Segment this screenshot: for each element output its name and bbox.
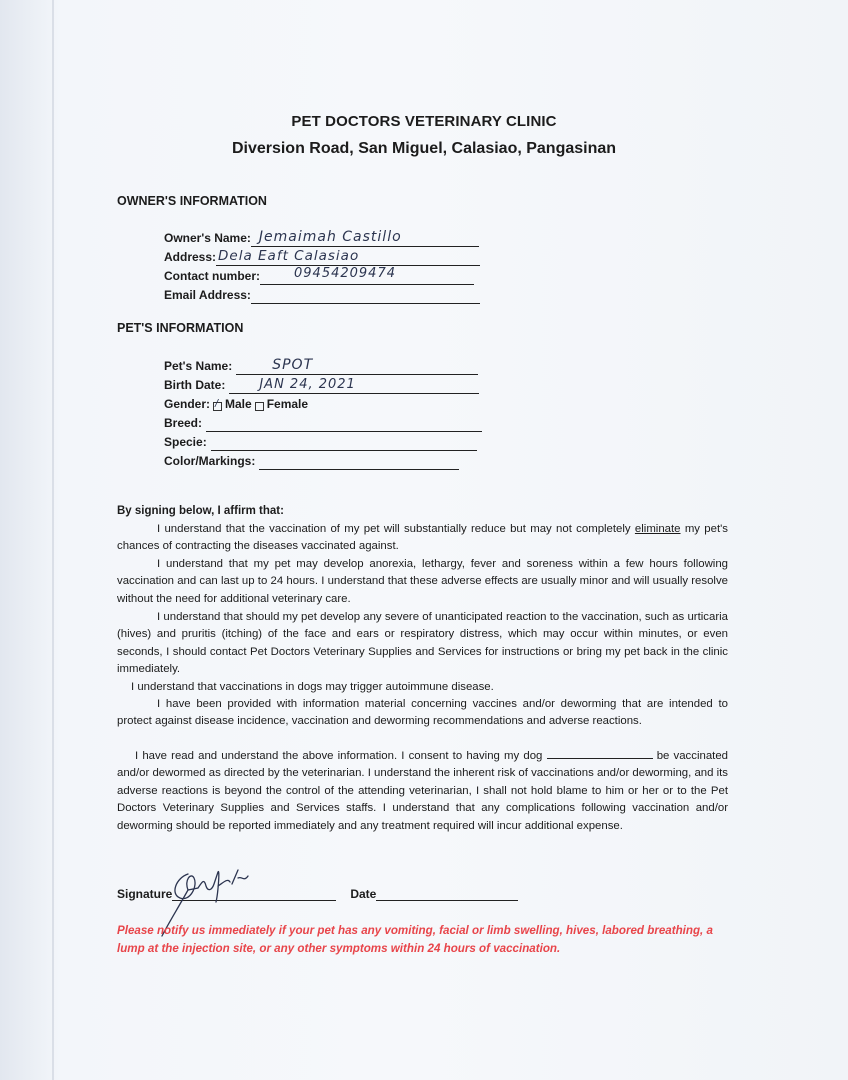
birth-date-label: Birth Date:	[164, 378, 226, 392]
p6-text-end: be vaccinated and/or dewormed as directed by the veterinarian. I understand the inherent risk of vaccinations and/or deworming, and its adverse reactions is beyond the control of the attending veterinarian, I shall not hold blame to him or her or to the Pet Doctors Veterinary Supplies and Services staffs. I understand that any complications following vaccination and/or deworming should be reported immediately and any treatment required will incur additional expense.	[117, 750, 729, 832]
breed-line[interactable]	[206, 416, 482, 432]
owner-address-label: Address:	[164, 250, 217, 264]
owner-contact-label: Contact number:	[164, 269, 260, 283]
birth-date-line[interactable]	[229, 378, 479, 394]
p1-underlined-word: eliminate	[634, 523, 681, 535]
pet-name-field	[164, 357, 478, 375]
pet-name-line[interactable]	[236, 359, 478, 375]
birth-date-field	[164, 376, 479, 394]
birth-date-value: JAN 24, 2021	[259, 377, 356, 392]
pet-name-value: SPOT	[272, 357, 314, 373]
owner-email-label: Email Address:	[164, 288, 251, 302]
signature-label: Signature	[117, 887, 173, 901]
gender-field	[164, 395, 308, 413]
owner-address-line[interactable]	[216, 250, 480, 266]
date-label: Date	[350, 887, 377, 901]
aftercare-notice: Please notify us immediately if your pet has any vomiting, facial or limb swelling, hives, labored breathing, a lump at the injection site, or any other symptoms within 24 hours of vaccination.	[117, 924, 713, 955]
color-markings-field	[164, 452, 459, 470]
female-checkbox[interactable]	[255, 402, 264, 411]
color-markings-label: Color/Markings:	[164, 454, 256, 468]
owner-contact-line[interactable]	[260, 266, 474, 285]
gender-label: Gender:	[164, 397, 211, 411]
p6-text-start: I have read and understand the above information. I consent to having my dog	[135, 750, 547, 762]
affirmation-paragraph-6	[117, 748, 728, 835]
affirmation-paragraph-4: I understand that vaccinations in dogs may trigger autoimmune disease.	[131, 681, 494, 693]
affirmation-paragraph-5: I have been provided with information material concerning vaccines and/or deworming that are intended to protect against disease incidence, vaccination and deworming recommendations and adverse reactions.	[117, 698, 728, 728]
owner-section-heading: OWNER'S INFORMATION	[117, 194, 267, 208]
pet-name-label: Pet's Name:	[164, 359, 233, 373]
male-checkbox[interactable]	[213, 398, 222, 411]
clinic-name: PET DOCTORS VETERINARY CLINIC	[291, 113, 557, 130]
male-option-label: Male	[225, 397, 252, 411]
owner-name-line[interactable]	[251, 231, 479, 247]
affirmation-paragraph-3: I understand that should my pet develop any severe of unanticipated reaction to the vaccination, such as urticaria (hives) and pruritis (itching) of the face and ears or respiratory distress, which may occur within minutes, or even seconds, I should contact Pet Doctors Veterinary Supplies and Services for instructions or bring my pet back in the clinic immediately.	[117, 611, 728, 676]
p1-text-end: my pet's chances of contracting the diseases vaccinated against.	[117, 523, 728, 553]
dog-name-blank[interactable]	[547, 748, 653, 759]
date-line[interactable]	[376, 886, 518, 901]
specie-line[interactable]	[211, 435, 477, 451]
breed-field	[164, 414, 482, 432]
p1-text-start: I understand that the vaccination of my pet will substantially reduce but may not completely	[157, 523, 635, 535]
owner-name-field	[164, 229, 479, 247]
owner-address-field	[164, 248, 480, 266]
check-mark-icon: /	[215, 398, 219, 410]
owner-email-field	[164, 286, 480, 304]
affirmation-heading: By signing below, I affirm that:	[117, 505, 284, 517]
affirmation-paragraph-2: I understand that my pet may develop anorexia, lethargy, fever and soreness within a few hours following vaccination and can last up to 24 hours. I understand that these adverse effects are usually minor and will usually resolve without the need for additional veterinary care.	[117, 558, 728, 605]
page-edge-shadow	[52, 0, 54, 1080]
breed-label: Breed:	[164, 416, 203, 430]
specie-label: Specie:	[164, 435, 207, 449]
affirmation-paragraph-1	[117, 521, 728, 556]
pet-section-heading: PET'S INFORMATION	[117, 321, 244, 335]
specie-field	[164, 433, 477, 451]
owner-name-value: Jemaimah Castillo	[258, 229, 402, 245]
owner-contact-value: 09454209474	[294, 266, 396, 281]
owner-email-line[interactable]	[251, 288, 480, 304]
owner-contact-field	[164, 267, 474, 285]
clinic-address: Diversion Road, San Miguel, Calasiao, Pangasinan	[231, 140, 617, 157]
owner-address-value: Dela Eaft Calasiao	[218, 248, 360, 264]
female-option-label: Female	[266, 397, 309, 411]
owner-name-label: Owner's Name:	[164, 231, 251, 245]
color-markings-line[interactable]	[259, 454, 459, 470]
